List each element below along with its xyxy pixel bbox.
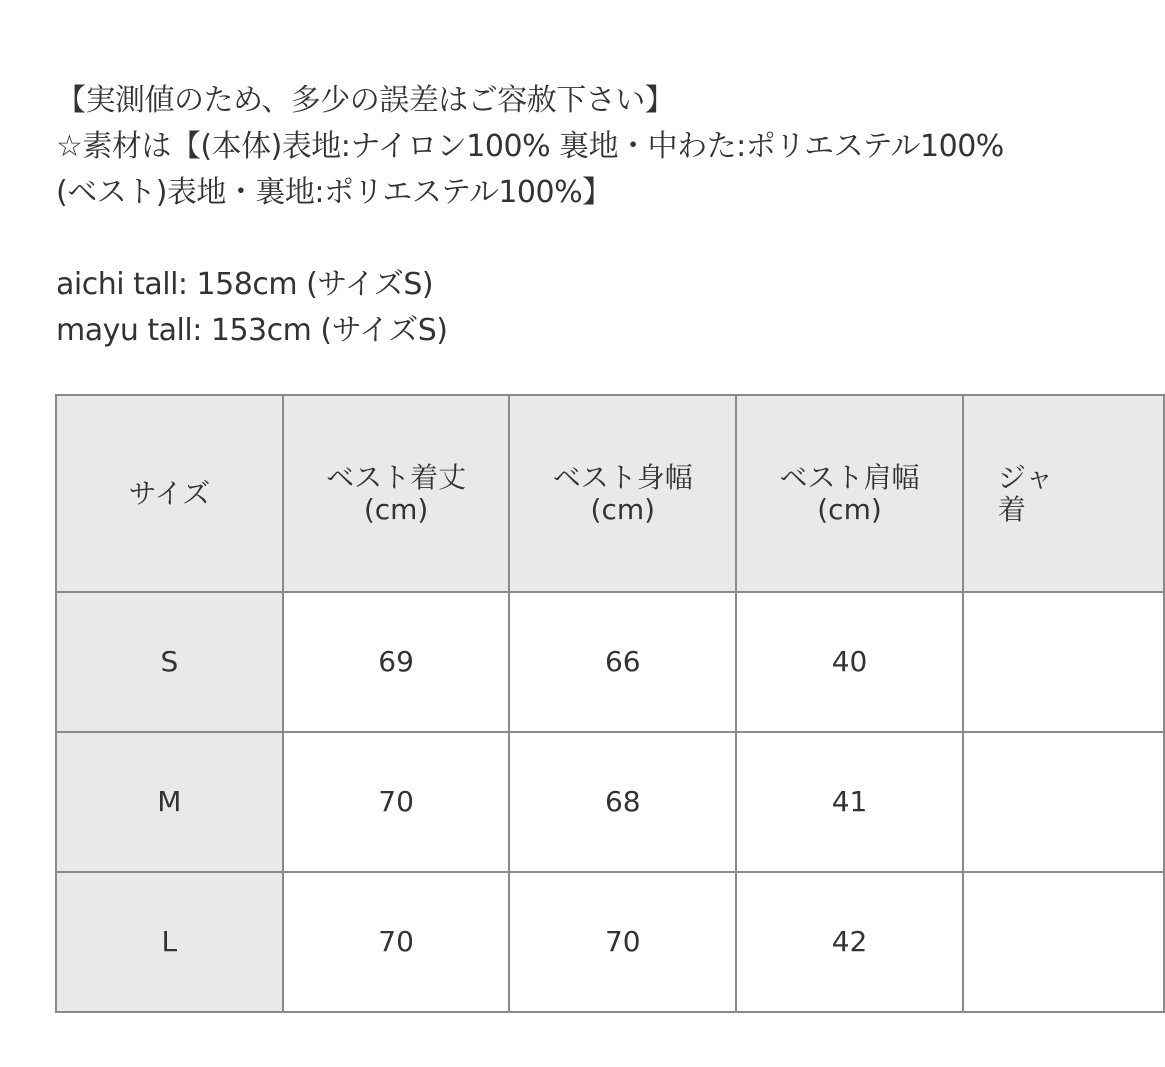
table-row: [56, 732, 1164, 872]
model-height-mayu: mayu tall: 153cm (サイズS): [56, 313, 448, 348]
table-row: [56, 872, 1164, 1012]
header-vest-length-unit: (cm): [363, 492, 429, 526]
size-table: [55, 394, 1165, 1013]
cell-vest-width: 68: [509, 732, 736, 872]
cell-vest-shoulder: 42: [736, 872, 963, 1012]
cell-vest-width: 66: [509, 592, 736, 732]
header-vest-length: [283, 395, 510, 592]
cell-partial: [963, 592, 1164, 732]
header-vest-width-unit: (cm): [590, 492, 656, 526]
header-size: [56, 395, 283, 592]
header-jacket-label: ジャ: [997, 460, 1054, 494]
row-size-s: S: [56, 592, 283, 732]
header-jacket-partial: [963, 395, 1164, 592]
header-jacket-sub: 着: [997, 492, 1026, 526]
header-vest-width: [509, 395, 736, 592]
header-vest-shoulder-unit: (cm): [817, 492, 882, 526]
size-notes: [56, 78, 1046, 354]
table-row: [56, 592, 1164, 732]
size-table-container[interactable]: [55, 394, 1054, 1018]
cell-vest-length: 70: [283, 732, 510, 872]
measurement-note: 【実測値のため、多少の誤差はご容赦下さい】: [56, 83, 675, 118]
cell-vest-shoulder: 41: [736, 732, 963, 872]
spacer: [56, 216, 1046, 262]
cell-vest-length: 70: [283, 872, 510, 1012]
header-vest-shoulder: [736, 395, 963, 592]
header-size-label: サイズ: [128, 476, 211, 510]
model-height-aichi: aichi tall: 158cm (サイズS): [56, 267, 434, 302]
header-vest-width-label: ベスト身幅: [552, 460, 693, 494]
material-note: ☆素材は【(本体)表地:ナイロン100% 裏地・中わた:ポリエステル100% (ベスト)表地・裏地:ポリエステル100%】: [56, 129, 1004, 210]
cell-partial: [963, 872, 1164, 1012]
cell-vest-length: 69: [283, 592, 510, 732]
cell-vest-width: 70: [509, 872, 736, 1012]
header-vest-shoulder-label: ベスト肩幅: [779, 460, 920, 494]
header-vest-length-label: ベスト着丈: [326, 460, 467, 494]
row-size-m: M: [56, 732, 283, 872]
table-header-row: [56, 395, 1164, 592]
cell-vest-shoulder: 40: [736, 592, 963, 732]
cell-partial: [963, 732, 1164, 872]
row-size-l: L: [56, 872, 283, 1012]
